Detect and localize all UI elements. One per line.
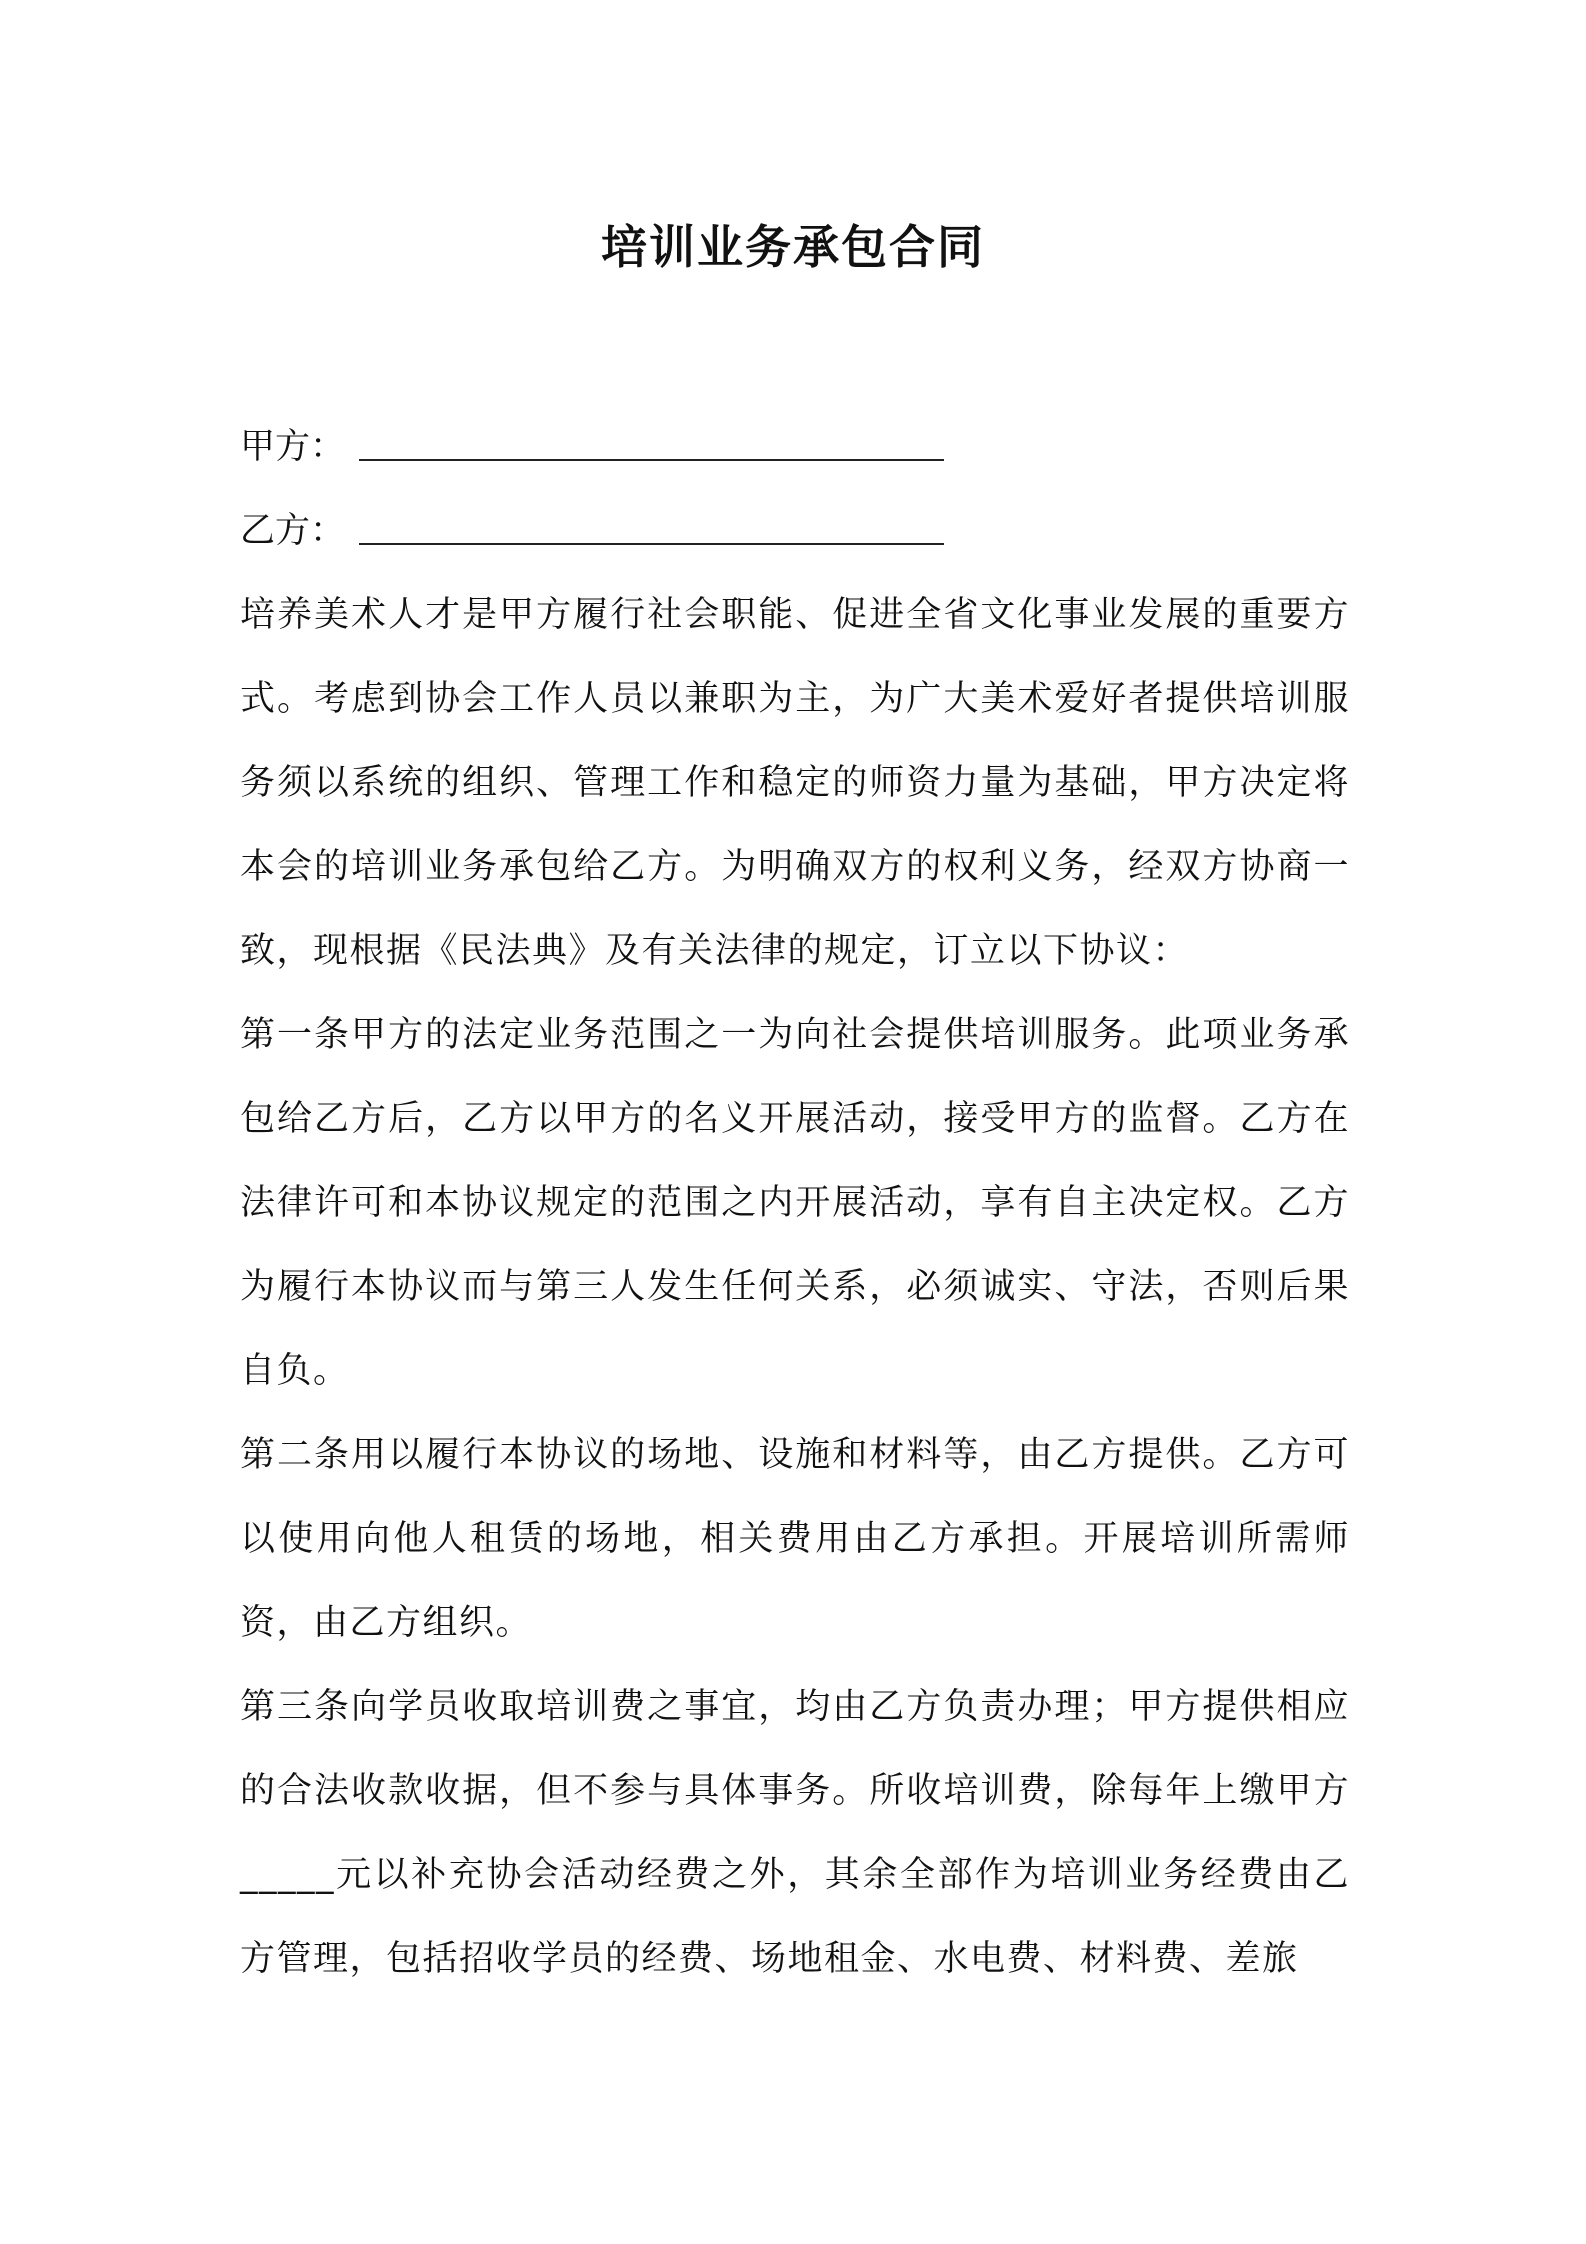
party-b-label: 乙方： [240,511,346,551]
party-a-blank [359,435,944,461]
party-a-label: 甲方： [240,427,346,467]
party-b-blank [359,519,944,545]
party-b-line [240,489,1350,573]
article-1-paragraph: 第一条甲方的法定业务范围之一为向社会提供培训服务。此项业务承包给乙方后，乙方以甲方的名义开展活动，接受甲方的监督。乙方在法律许可和本协议规定的范围之内开展活动，享有自主决定权。乙方为履行本协议而与第三人发生任何关系，必须诚实、守法，否则后果自负。 [240,1015,1350,1391]
article-2-paragraph: 第二条用以履行本协议的场地、设施和材料等，由乙方提供。乙方可以使用向他人租赁的场地，相关费用由乙方承担。开展培训所需师资，由乙方组织。 [240,1435,1350,1643]
document-title: 培训业务承包合同 [601,220,985,274]
preamble-paragraph: 培养美术人才是甲方履行社会职能、促进全省文化事业发展的重要方式。考虑到协会工作人员以兼职为主，为广大美术爱好者提供培训服务须以系统的组织、管理工作和稳定的师资力量为基础，甲方决定将本会的培训业务承包给乙方。为明确双方的权利义务，经双方协商一致，现根据《民法典》及有关法律的规定，订立以下协议： [240,595,1350,971]
article-3-paragraph: 第三条向学员收取培训费之事宜，均由乙方负责办理；甲方提供相应的合法收款收据，但不参与具体事务。所收培训费，除每年上缴甲方_____元以补充协会活动经费之外，其余全部作为培训业务经费由乙方管理，包括招收学员的经费、场地租金、水电费、材料费、差旅 [240,1687,1350,1979]
document-body [240,405,1350,2001]
party-a-line [240,405,1350,489]
